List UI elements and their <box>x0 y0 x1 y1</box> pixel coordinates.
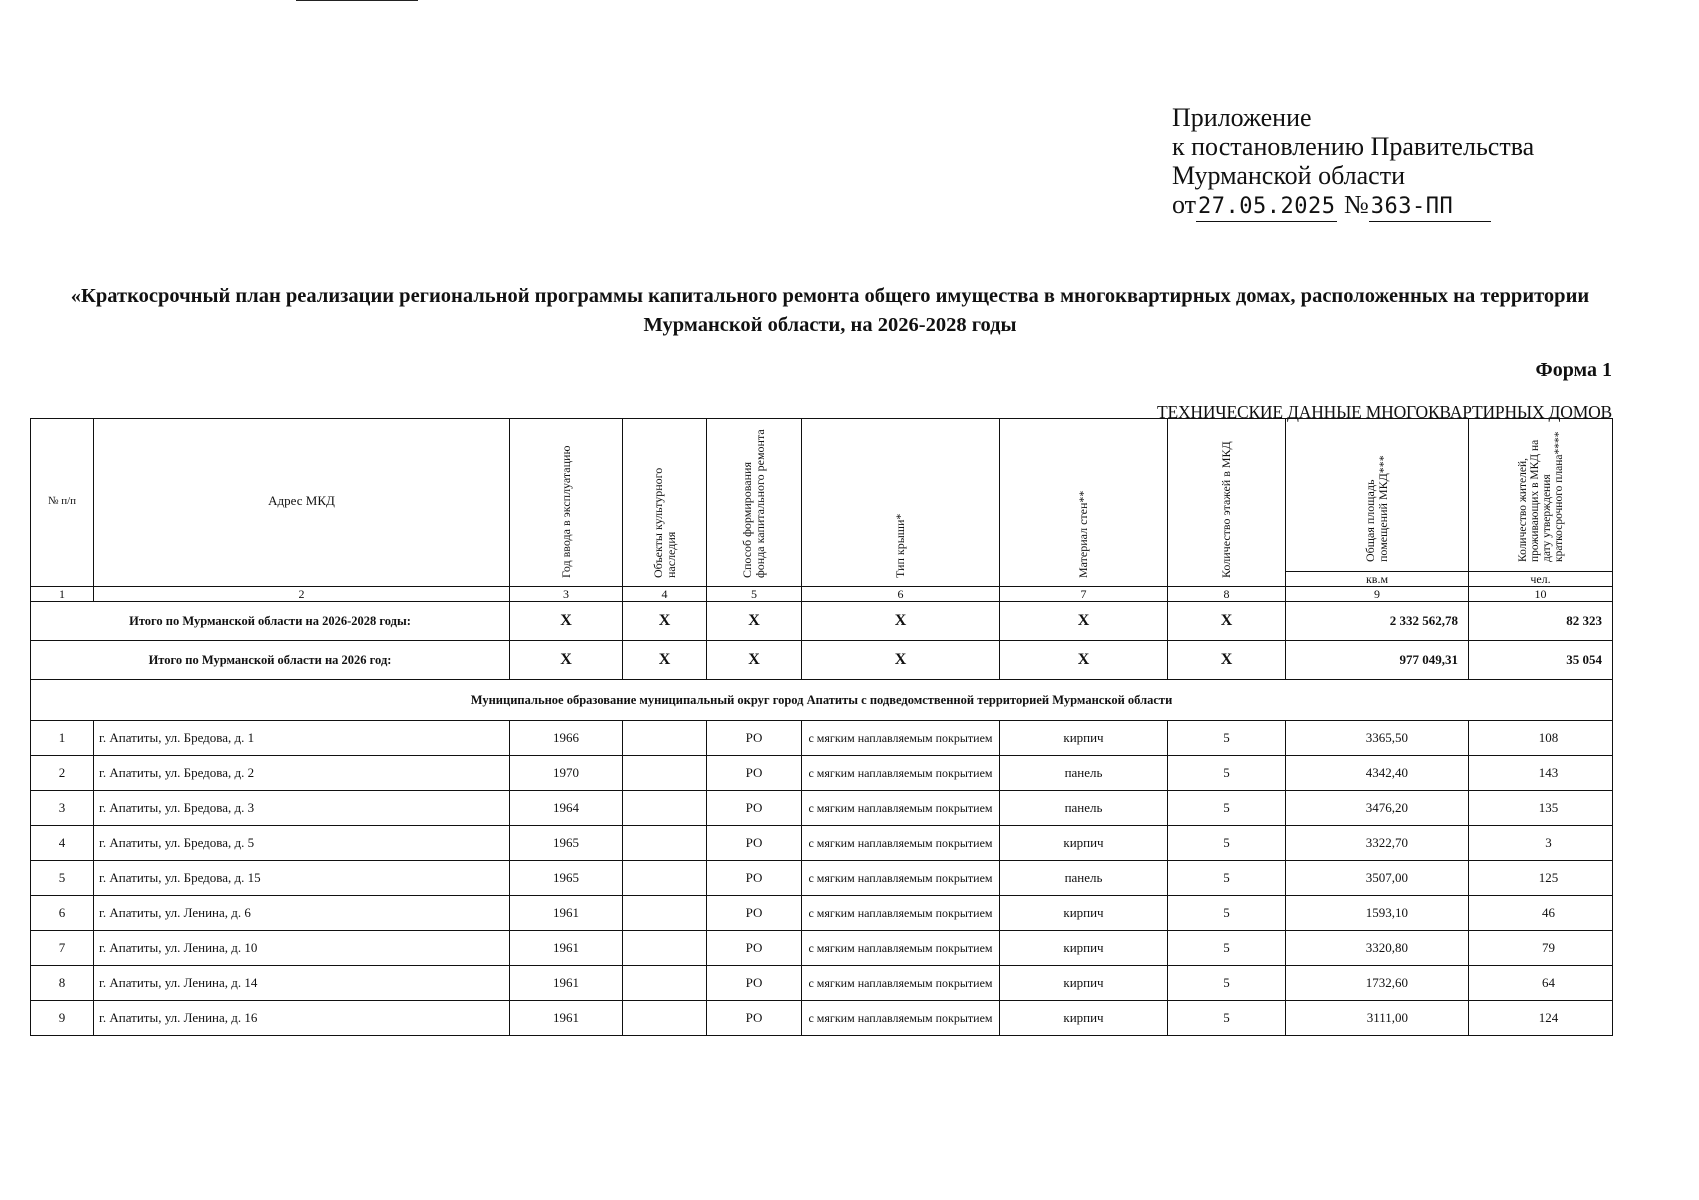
row-heritage <box>623 861 707 896</box>
row-floors: 5 <box>1168 721 1286 756</box>
col-number: 9 <box>1286 587 1469 602</box>
row-fund: РО <box>707 861 802 896</box>
header-cell-floors <box>1168 419 1286 587</box>
municipality-row <box>31 680 1613 721</box>
row-floors: 5 <box>1168 791 1286 826</box>
col-number: 3 <box>510 587 623 602</box>
technical-data-table <box>30 418 1613 1036</box>
row-residents: 3 <box>1469 826 1613 861</box>
row-number: 9 <box>31 1001 94 1036</box>
header-cell-walls <box>1000 419 1168 587</box>
row-fund: РО <box>707 931 802 966</box>
total-mark: X <box>802 602 1000 641</box>
row-number: 4 <box>31 826 94 861</box>
row-floors: 5 <box>1168 756 1286 791</box>
row-wall-material: кирпич <box>1000 826 1168 861</box>
header-cell-heritage <box>623 419 707 587</box>
total-mark: X <box>1000 602 1168 641</box>
header-cell-n: № п/п <box>31 419 94 587</box>
row-year: 1966 <box>510 721 623 756</box>
col-number: 4 <box>623 587 707 602</box>
header-cell-address: Адрес МКД <box>94 419 510 587</box>
document-title: «Краткосрочный план реализации региональной программы капитального ремонта общего имущества в многоквартирных домах, расположенных на территории Мурманской области, на 2026-2028 годы <box>70 285 1590 336</box>
row-fund: РО <box>707 721 802 756</box>
appendix-line-2: к постановлению Правительства <box>1172 132 1535 161</box>
row-residents: 64 <box>1469 966 1613 1001</box>
row-heritage <box>623 966 707 1001</box>
row-number: 8 <box>31 966 94 1001</box>
row-number: 2 <box>31 756 94 791</box>
header-cell-roof <box>802 419 1000 587</box>
total-mark: X <box>707 641 802 680</box>
row-address: г. Апатиты, ул. Бредова, д. 3 <box>94 791 510 826</box>
header-cell-residents <box>1469 419 1613 572</box>
municipality-name: Муниципальное образование муниципальный округ город Апатиты с подведомственной территорией Мурманской области <box>31 680 1613 721</box>
row-number: 5 <box>31 861 94 896</box>
row-year: 1961 <box>510 966 623 1001</box>
row-heritage <box>623 826 707 861</box>
row-area: 3111,00 <box>1286 1001 1469 1036</box>
row-fund: РО <box>707 791 802 826</box>
header-text-year: Год ввода в эксплуатацию <box>558 445 573 578</box>
row-year: 1961 <box>510 931 623 966</box>
unit-residents: чел. <box>1469 572 1613 587</box>
row-number: 3 <box>31 791 94 826</box>
col-number: 6 <box>802 587 1000 602</box>
row-wall-material: кирпич <box>1000 1001 1168 1036</box>
form-label: Форма 1 <box>1535 359 1612 381</box>
total-area: 2 332 562,78 <box>1286 602 1469 641</box>
row-address: г. Апатиты, ул. Ленина, д. 6 <box>94 896 510 931</box>
total-area: 977 049,31 <box>1286 641 1469 680</box>
number-prefix: № <box>1343 190 1369 219</box>
header-cell-year <box>510 419 623 587</box>
row-number: 1 <box>31 721 94 756</box>
row-roof-type: с мягким наплавляемым покрытием <box>802 756 1000 791</box>
col-number: 2 <box>94 587 510 602</box>
header-text-walls: Материал стен** <box>1076 490 1090 578</box>
row-wall-material: панель <box>1000 756 1168 791</box>
row-heritage <box>623 1001 707 1036</box>
row-address: г. Апатиты, ул. Ленина, д. 14 <box>94 966 510 1001</box>
row-fund: РО <box>707 1001 802 1036</box>
row-floors: 5 <box>1168 1001 1286 1036</box>
row-floors: 5 <box>1168 896 1286 931</box>
row-wall-material: панель <box>1000 861 1168 896</box>
row-address: г. Апатиты, ул. Ленина, д. 16 <box>94 1001 510 1036</box>
total-mark: X <box>1000 641 1168 680</box>
col-number: 8 <box>1168 587 1286 602</box>
col-number: 1 <box>31 587 94 602</box>
total-label: Итого по Мурманской области на 2026-2028 годы: <box>31 602 510 641</box>
total-residents: 35 054 <box>1469 641 1613 680</box>
col-number: 7 <box>1000 587 1168 602</box>
row-residents: 46 <box>1469 896 1613 931</box>
table-row <box>31 861 1613 896</box>
total-mark: X <box>802 641 1000 680</box>
row-year: 1961 <box>510 1001 623 1036</box>
row-number: 6 <box>31 896 94 931</box>
row-heritage <box>623 931 707 966</box>
row-year: 1970 <box>510 756 623 791</box>
row-number: 7 <box>31 931 94 966</box>
row-roof-type: с мягким наплавляемым покрытием <box>802 931 1000 966</box>
row-wall-material: кирпич <box>1000 966 1168 1001</box>
table-row <box>31 791 1613 826</box>
row-area: 3476,20 <box>1286 791 1469 826</box>
appendix-block <box>1172 103 1534 222</box>
total-mark: X <box>707 602 802 641</box>
header-row <box>31 419 1613 572</box>
row-residents: 124 <box>1469 1001 1613 1036</box>
row-area: 4342,40 <box>1286 756 1469 791</box>
table-row <box>31 931 1613 966</box>
row-floors: 5 <box>1168 966 1286 1001</box>
row-year: 1961 <box>510 896 623 931</box>
row-residents: 79 <box>1469 931 1613 966</box>
col-number: 5 <box>707 587 802 602</box>
row-floors: 5 <box>1168 826 1286 861</box>
row-roof-type: с мягким наплавляемым покрытием <box>802 896 1000 931</box>
table-row <box>31 896 1613 931</box>
total-label: Итого по Мурманской области на 2026 год: <box>31 641 510 680</box>
total-mark: X <box>623 641 707 680</box>
row-area: 3507,00 <box>1286 861 1469 896</box>
row-roof-type: с мягким наплавляемым покрытием <box>802 1001 1000 1036</box>
header-text-heritage: Объекты культурного наследия <box>650 467 678 578</box>
header-cell-area <box>1286 419 1469 572</box>
row-area: 3322,70 <box>1286 826 1469 861</box>
top-rule <box>296 0 418 1</box>
row-heritage <box>623 791 707 826</box>
header-text-fund: Способ формирования фонда капитального ремонта <box>740 428 767 578</box>
row-fund: РО <box>707 826 802 861</box>
row-area: 1732,60 <box>1286 966 1469 1001</box>
appendix-line-3: Мурманской области <box>1172 161 1405 190</box>
row-area: 1593,10 <box>1286 896 1469 931</box>
row-residents: 108 <box>1469 721 1613 756</box>
row-roof-type: с мягким наплавляемым покрытием <box>802 861 1000 896</box>
row-area: 3365,50 <box>1286 721 1469 756</box>
header-text-area: Общая площадь помещений МКД*** <box>1363 455 1390 562</box>
row-address: г. Апатиты, ул. Бредова, д. 1 <box>94 721 510 756</box>
table-row <box>31 966 1613 1001</box>
header-text-roof: Тип крыши* <box>893 513 907 578</box>
row-year: 1964 <box>510 791 623 826</box>
total-mark: X <box>1168 602 1286 641</box>
row-wall-material: кирпич <box>1000 931 1168 966</box>
column-numbers-row <box>31 587 1613 602</box>
row-residents: 125 <box>1469 861 1613 896</box>
row-floors: 5 <box>1168 861 1286 896</box>
decree-date: 27.05.2025 <box>1196 192 1337 222</box>
row-roof-type: с мягким наплавляемым покрытием <box>802 721 1000 756</box>
table-row <box>31 826 1613 861</box>
row-wall-material: кирпич <box>1000 721 1168 756</box>
col-number: 10 <box>1469 587 1613 602</box>
unit-area: кв.м <box>1286 572 1469 587</box>
row-year: 1965 <box>510 861 623 896</box>
total-mark: X <box>510 641 623 680</box>
table-row <box>31 1001 1613 1036</box>
row-address: г. Апатиты, ул. Бредова, д. 2 <box>94 756 510 791</box>
row-residents: 135 <box>1469 791 1613 826</box>
row-roof-type: с мягким наплавляемым покрытием <box>802 791 1000 826</box>
data-rows <box>31 721 1613 1036</box>
row-wall-material: кирпич <box>1000 896 1168 931</box>
appendix-date-line <box>1172 190 1534 222</box>
row-wall-material: панель <box>1000 791 1168 826</box>
decree-number: 363-ПП <box>1369 192 1491 222</box>
header-cell-fund <box>707 419 802 587</box>
row-floors: 5 <box>1168 931 1286 966</box>
row-address: г. Апатиты, ул. Бредова, д. 15 <box>94 861 510 896</box>
table-row <box>31 721 1613 756</box>
total-mark: X <box>1168 641 1286 680</box>
row-heritage <box>623 756 707 791</box>
header-text-residents: Количество жителей, проживающих в МКД на дату утверждения краткосрочного плана**** <box>1516 431 1565 562</box>
row-heritage <box>623 721 707 756</box>
row-fund: РО <box>707 966 802 1001</box>
table-row <box>31 756 1613 791</box>
row-year: 1965 <box>510 826 623 861</box>
appendix-line-1: Приложение <box>1172 103 1312 132</box>
total-residents: 82 323 <box>1469 602 1613 641</box>
row-residents: 143 <box>1469 756 1613 791</box>
total-row-2026 <box>31 641 1613 680</box>
total-mark: X <box>623 602 707 641</box>
row-area: 3320,80 <box>1286 931 1469 966</box>
row-address: г. Апатиты, ул. Ленина, д. 10 <box>94 931 510 966</box>
header-text-floors: Количество этажей в МКД <box>1219 440 1233 578</box>
date-prefix: от <box>1172 190 1197 219</box>
total-mark: X <box>510 602 623 641</box>
row-fund: РО <box>707 896 802 931</box>
row-roof-type: с мягким наплавляемым покрытием <box>802 826 1000 861</box>
row-roof-type: с мягким наплавляемым покрытием <box>802 966 1000 1001</box>
total-row-2026-2028 <box>31 602 1613 641</box>
row-fund: РО <box>707 756 802 791</box>
row-heritage <box>623 896 707 931</box>
row-address: г. Апатиты, ул. Бредова, д. 5 <box>94 826 510 861</box>
table-caption: ТЕХНИЧЕСКИЕ ДАННЫЕ МНОГОКВАРТИРНЫХ ДОМОВ <box>1157 402 1612 422</box>
